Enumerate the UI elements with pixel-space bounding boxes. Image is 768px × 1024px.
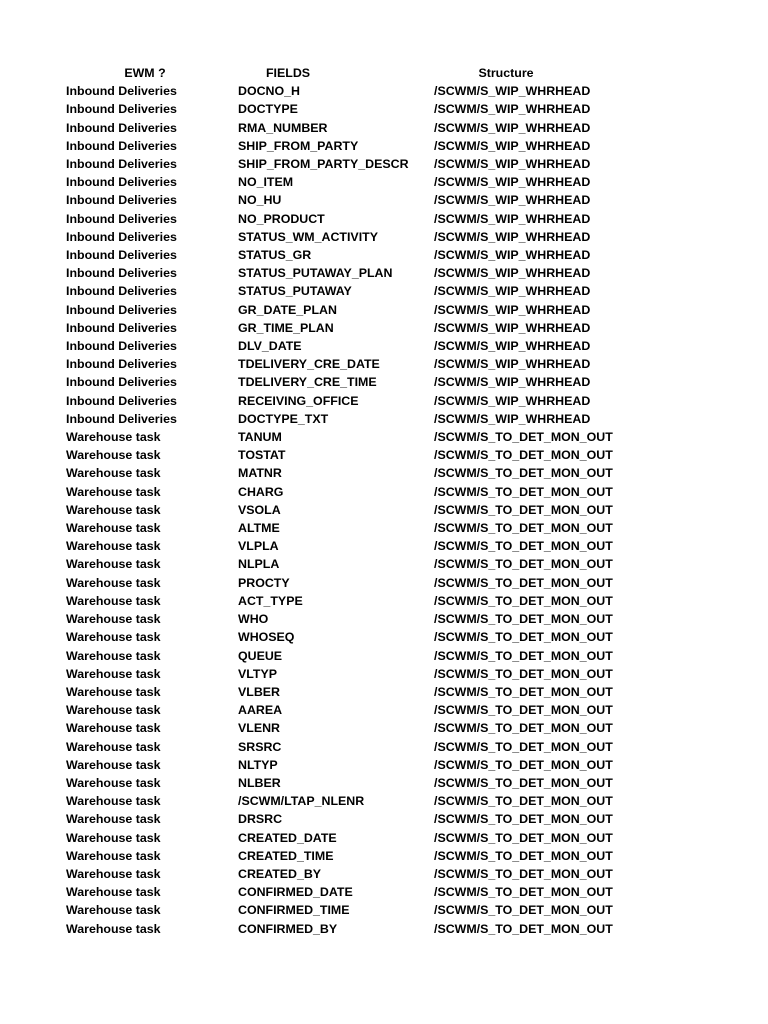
table-row — [66, 337, 634, 355]
cell-field[interactable]: NO_HU — [238, 193, 282, 208]
table-row — [66, 373, 634, 391]
header-structure[interactable]: Structure — [478, 66, 534, 80]
cell-ewm[interactable]: Warehouse task — [66, 448, 161, 463]
cell-structure[interactable]: /SCWM/S_WIP_WHRHEAD — [434, 193, 591, 208]
cell-ewm[interactable]: Inbound Deliveries — [66, 339, 177, 354]
cell-field[interactable]: VSOLA — [238, 502, 281, 517]
cell-field[interactable]: AAREA — [238, 703, 283, 718]
cell-ewm[interactable]: Warehouse task — [66, 666, 161, 681]
cell-ewm[interactable]: Inbound Deliveries — [66, 375, 177, 390]
table-row — [66, 665, 634, 683]
cell-field[interactable]: STATUS_PUTAWAY — [238, 284, 352, 299]
cell-structure[interactable]: /SCWM/S_TO_DET_MON_OUT — [434, 648, 613, 663]
cell-ewm[interactable]: Inbound Deliveries — [66, 320, 177, 335]
cell-structure[interactable]: /SCWM/S_TO_DET_MON_OUT — [434, 557, 613, 572]
cell-structure[interactable]: /SCWM/S_TO_DET_MON_OUT — [434, 903, 613, 918]
cell-field[interactable]: SHIP_FROM_PARTY_DESCR — [238, 157, 409, 172]
cell-ewm[interactable]: Warehouse task — [66, 575, 161, 590]
table-row — [66, 464, 634, 482]
cell-ewm[interactable]: Warehouse task — [66, 866, 161, 881]
table-row — [66, 100, 634, 118]
table-row — [66, 810, 634, 828]
table-row — [66, 829, 634, 847]
header-ewm[interactable]: EWM ? — [124, 66, 166, 80]
cell-ewm[interactable]: Inbound Deliveries — [66, 157, 177, 172]
cell-ewm[interactable]: Warehouse task — [66, 794, 161, 809]
cell-field[interactable]: NLBER — [238, 775, 281, 790]
cell-field[interactable]: NO_ITEM — [238, 175, 294, 190]
cell-field[interactable]: TDELIVERY_CRE_DATE — [238, 357, 380, 372]
cell-field[interactable]: CREATED_BY — [238, 866, 322, 881]
cell-field[interactable]: SRSRC — [238, 739, 282, 754]
table-row — [66, 920, 634, 938]
cell-field[interactable]: GR_DATE_PLAN — [238, 302, 337, 317]
cell-structure[interactable]: /SCWM/S_WIP_WHRHEAD — [434, 266, 591, 281]
table-row — [66, 264, 634, 282]
cell-structure[interactable]: /SCWM/S_TO_DET_MON_OUT — [434, 921, 613, 936]
cell-ewm[interactable]: Warehouse task — [66, 885, 161, 900]
cell-ewm[interactable]: Inbound Deliveries — [66, 393, 177, 408]
cell-ewm[interactable]: Warehouse task — [66, 612, 161, 627]
cell-field[interactable]: STATUS_WM_ACTIVITY — [238, 229, 378, 244]
table-row — [66, 774, 634, 792]
cell-ewm[interactable]: Inbound Deliveries — [66, 284, 177, 299]
cell-ewm[interactable]: Warehouse task — [66, 466, 161, 481]
cell-field[interactable]: TANUM — [238, 430, 282, 445]
cell-ewm[interactable]: Warehouse task — [66, 830, 161, 845]
cell-ewm[interactable]: Warehouse task — [66, 593, 161, 608]
cell-field[interactable]: VLPLA — [238, 539, 279, 554]
table-row — [66, 537, 634, 555]
cell-structure[interactable]: /SCWM/S_WIP_WHRHEAD — [434, 229, 591, 244]
cell-structure[interactable]: /SCWM/S_TO_DET_MON_OUT — [434, 848, 613, 863]
cell-structure[interactable]: /SCWM/S_TO_DET_MON_OUT — [434, 684, 613, 699]
table-row — [66, 719, 634, 737]
table-row — [66, 883, 634, 901]
table-row — [66, 246, 634, 264]
cell-ewm[interactable]: Warehouse task — [66, 684, 161, 699]
table-row — [66, 501, 634, 519]
table-row — [66, 574, 634, 592]
table-row — [66, 792, 634, 810]
cell-field[interactable]: DOCTYPE_TXT — [238, 411, 329, 426]
cell-structure[interactable]: /SCWM/S_WIP_WHRHEAD — [434, 120, 591, 135]
cell-ewm[interactable]: Inbound Deliveries — [66, 193, 177, 208]
cell-field[interactable]: ALTME — [238, 521, 280, 536]
cell-structure[interactable]: /SCWM/S_WIP_WHRHEAD — [434, 284, 591, 299]
cell-structure[interactable]: /SCWM/S_WIP_WHRHEAD — [434, 393, 591, 408]
cell-structure[interactable]: /SCWM/S_TO_DET_MON_OUT — [434, 612, 613, 627]
table-row — [66, 756, 634, 774]
cell-ewm[interactable]: Inbound Deliveries — [66, 175, 177, 190]
table-row — [66, 410, 634, 428]
table-row — [66, 647, 634, 665]
table-row — [66, 119, 634, 137]
cell-ewm[interactable]: Warehouse task — [66, 630, 161, 645]
table-row — [66, 173, 634, 191]
cell-ewm[interactable]: Warehouse task — [66, 703, 161, 718]
table-row — [66, 191, 634, 209]
cell-field[interactable]: STATUS_PUTAWAY_PLAN — [238, 266, 393, 281]
cell-field[interactable]: PROCTY — [238, 575, 290, 590]
table-row — [66, 301, 634, 319]
cell-ewm[interactable]: Inbound Deliveries — [66, 138, 177, 153]
cell-field[interactable]: GR_TIME_PLAN — [238, 320, 334, 335]
cell-ewm[interactable]: Warehouse task — [66, 648, 161, 663]
cell-field[interactable]: NO_PRODUCT — [238, 211, 325, 226]
cell-structure[interactable]: /SCWM/S_TO_DET_MON_OUT — [434, 866, 613, 881]
cell-field[interactable]: MATNR — [238, 466, 282, 481]
cell-structure[interactable]: /SCWM/S_TO_DET_MON_OUT — [434, 593, 613, 608]
cell-field[interactable]: DOCTYPE — [238, 102, 298, 117]
cell-structure[interactable]: /SCWM/S_WIP_WHRHEAD — [434, 357, 591, 372]
cell-ewm[interactable]: Warehouse task — [66, 484, 161, 499]
cell-structure[interactable]: /SCWM/S_TO_DET_MON_OUT — [434, 448, 613, 463]
cell-field[interactable]: RMA_NUMBER — [238, 120, 328, 135]
cell-field[interactable]: CHARG — [238, 484, 284, 499]
table-row — [66, 210, 634, 228]
cell-ewm[interactable]: Inbound Deliveries — [66, 102, 177, 117]
table-row — [66, 555, 634, 573]
table-row — [66, 483, 634, 501]
table-row — [66, 282, 634, 300]
table-row — [66, 446, 634, 464]
cell-ewm[interactable]: Inbound Deliveries — [66, 84, 177, 99]
cell-ewm[interactable]: Inbound Deliveries — [66, 411, 177, 426]
cell-field[interactable]: DLV_DATE — [238, 339, 302, 354]
cell-structure[interactable]: /SCWM/S_WIP_WHRHEAD — [434, 248, 591, 263]
table-body — [66, 82, 634, 938]
cell-structure[interactable]: /SCWM/S_WIP_WHRHEAD — [434, 411, 591, 426]
cell-structure[interactable]: /SCWM/S_TO_DET_MON_OUT — [434, 521, 613, 536]
cell-ewm[interactable]: Inbound Deliveries — [66, 357, 177, 372]
header-row — [66, 64, 634, 82]
cell-ewm[interactable]: Warehouse task — [66, 502, 161, 517]
table-row — [66, 592, 634, 610]
cell-field[interactable]: CONFIRMED_DATE — [238, 885, 353, 900]
cell-ewm[interactable]: Inbound Deliveries — [66, 229, 177, 244]
cell-field[interactable]: NLPLA — [238, 557, 280, 572]
cell-ewm[interactable]: Warehouse task — [66, 739, 161, 754]
cell-structure[interactable]: /SCWM/S_TO_DET_MON_OUT — [434, 757, 613, 772]
cell-field[interactable]: STATUS_GR — [238, 248, 312, 263]
cell-structure[interactable]: /SCWM/S_TO_DET_MON_OUT — [434, 830, 613, 845]
cell-ewm[interactable]: Inbound Deliveries — [66, 266, 177, 281]
cell-structure[interactable]: /SCWM/S_WIP_WHRHEAD — [434, 157, 591, 172]
cell-structure[interactable]: /SCWM/S_TO_DET_MON_OUT — [434, 721, 613, 736]
cell-field[interactable]: /SCWM/LTAP_NLENR — [238, 794, 365, 809]
table-row — [66, 901, 634, 919]
cell-structure[interactable]: /SCWM/S_WIP_WHRHEAD — [434, 84, 591, 99]
cell-structure[interactable]: /SCWM/S_WIP_WHRHEAD — [434, 302, 591, 317]
cell-structure[interactable]: /SCWM/S_WIP_WHRHEAD — [434, 138, 591, 153]
cell-structure[interactable]: /SCWM/S_WIP_WHRHEAD — [434, 339, 591, 354]
table-row — [66, 519, 634, 537]
cell-structure[interactable]: /SCWM/S_TO_DET_MON_OUT — [434, 885, 613, 900]
cell-field[interactable]: VLTYP — [238, 666, 278, 681]
cell-ewm[interactable]: Warehouse task — [66, 430, 161, 445]
cell-field[interactable]: DRSRC — [238, 812, 283, 827]
cell-ewm[interactable]: Warehouse task — [66, 557, 161, 572]
cell-ewm[interactable]: Inbound Deliveries — [66, 211, 177, 226]
cell-ewm[interactable]: Warehouse task — [66, 775, 161, 790]
cell-field[interactable]: CONFIRMED_TIME — [238, 903, 350, 918]
cell-field[interactable]: SHIP_FROM_PARTY — [238, 138, 359, 153]
cell-field[interactable]: QUEUE — [238, 648, 283, 663]
table-row — [66, 847, 634, 865]
cell-structure[interactable]: /SCWM/S_TO_DET_MON_OUT — [434, 430, 613, 445]
header-fields[interactable]: FIELDS — [265, 66, 311, 80]
cell-field[interactable]: ACT_TYPE — [238, 593, 303, 608]
cell-ewm[interactable]: Warehouse task — [66, 848, 161, 863]
cell-structure[interactable]: /SCWM/S_TO_DET_MON_OUT — [434, 739, 613, 754]
table-row — [66, 355, 634, 373]
table-row — [66, 610, 634, 628]
cell-structure[interactable]: /SCWM/S_TO_DET_MON_OUT — [434, 703, 613, 718]
cell-structure[interactable]: /SCWM/S_WIP_WHRHEAD — [434, 102, 591, 117]
cell-field[interactable]: DOCNO_H — [238, 84, 300, 99]
cell-field[interactable]: TDELIVERY_CRE_TIME — [238, 375, 377, 390]
cell-field[interactable]: CREATED_DATE — [238, 830, 337, 845]
cell-ewm[interactable]: Inbound Deliveries — [66, 120, 177, 135]
cell-structure[interactable]: /SCWM/S_TO_DET_MON_OUT — [434, 630, 613, 645]
cell-ewm[interactable]: Warehouse task — [66, 539, 161, 554]
table-row — [66, 319, 634, 337]
cell-structure[interactable]: /SCWM/S_TO_DET_MON_OUT — [434, 575, 613, 590]
cell-ewm[interactable]: Inbound Deliveries — [66, 248, 177, 263]
cell-ewm[interactable]: Warehouse task — [66, 521, 161, 536]
table-row — [66, 82, 634, 100]
cell-field[interactable]: WHOSEQ — [238, 630, 295, 645]
cell-structure[interactable]: /SCWM/S_TO_DET_MON_OUT — [434, 484, 613, 499]
cell-structure[interactable]: /SCWM/S_TO_DET_MON_OUT — [434, 502, 613, 517]
cell-ewm[interactable]: Warehouse task — [66, 757, 161, 772]
table-row — [66, 228, 634, 246]
cell-structure[interactable]: /SCWM/S_TO_DET_MON_OUT — [434, 775, 613, 790]
ewm-fields-table — [66, 64, 634, 938]
cell-structure[interactable]: /SCWM/S_TO_DET_MON_OUT — [434, 666, 613, 681]
cell-ewm[interactable]: Warehouse task — [66, 903, 161, 918]
cell-structure[interactable]: /SCWM/S_WIP_WHRHEAD — [434, 211, 591, 226]
table-row — [66, 155, 634, 173]
spreadsheet-sheet — [0, 64, 768, 938]
table-row — [66, 865, 634, 883]
cell-field[interactable]: CREATED_TIME — [238, 848, 334, 863]
table-row — [66, 701, 634, 719]
cell-structure[interactable]: /SCWM/S_TO_DET_MON_OUT — [434, 794, 613, 809]
table-row — [66, 738, 634, 756]
cell-field[interactable]: TOSTAT — [238, 448, 286, 463]
cell-structure[interactable]: /SCWM/S_TO_DET_MON_OUT — [434, 466, 613, 481]
cell-ewm[interactable]: Inbound Deliveries — [66, 302, 177, 317]
cell-ewm[interactable]: Warehouse task — [66, 921, 161, 936]
cell-ewm[interactable]: Warehouse task — [66, 721, 161, 736]
table-header — [66, 64, 634, 82]
cell-ewm[interactable]: Warehouse task — [66, 812, 161, 827]
cell-field[interactable]: NLTYP — [238, 757, 278, 772]
table-row — [66, 392, 634, 410]
table-row — [66, 683, 634, 701]
cell-structure[interactable]: /SCWM/S_WIP_WHRHEAD — [434, 175, 591, 190]
table-row — [66, 428, 634, 446]
cell-structure[interactable]: /SCWM/S_TO_DET_MON_OUT — [434, 539, 613, 554]
cell-structure[interactable]: /SCWM/S_TO_DET_MON_OUT — [434, 812, 613, 827]
cell-structure[interactable]: /SCWM/S_WIP_WHRHEAD — [434, 320, 591, 335]
table-row — [66, 628, 634, 646]
cell-field[interactable]: VLENR — [238, 721, 280, 736]
cell-field[interactable]: WHO — [238, 612, 269, 627]
table-row — [66, 137, 634, 155]
cell-structure[interactable]: /SCWM/S_WIP_WHRHEAD — [434, 375, 591, 390]
cell-field[interactable]: VLBER — [238, 684, 280, 699]
cell-field[interactable]: CONFIRMED_BY — [238, 921, 338, 936]
cell-field[interactable]: RECEIVING_OFFICE — [238, 393, 359, 408]
